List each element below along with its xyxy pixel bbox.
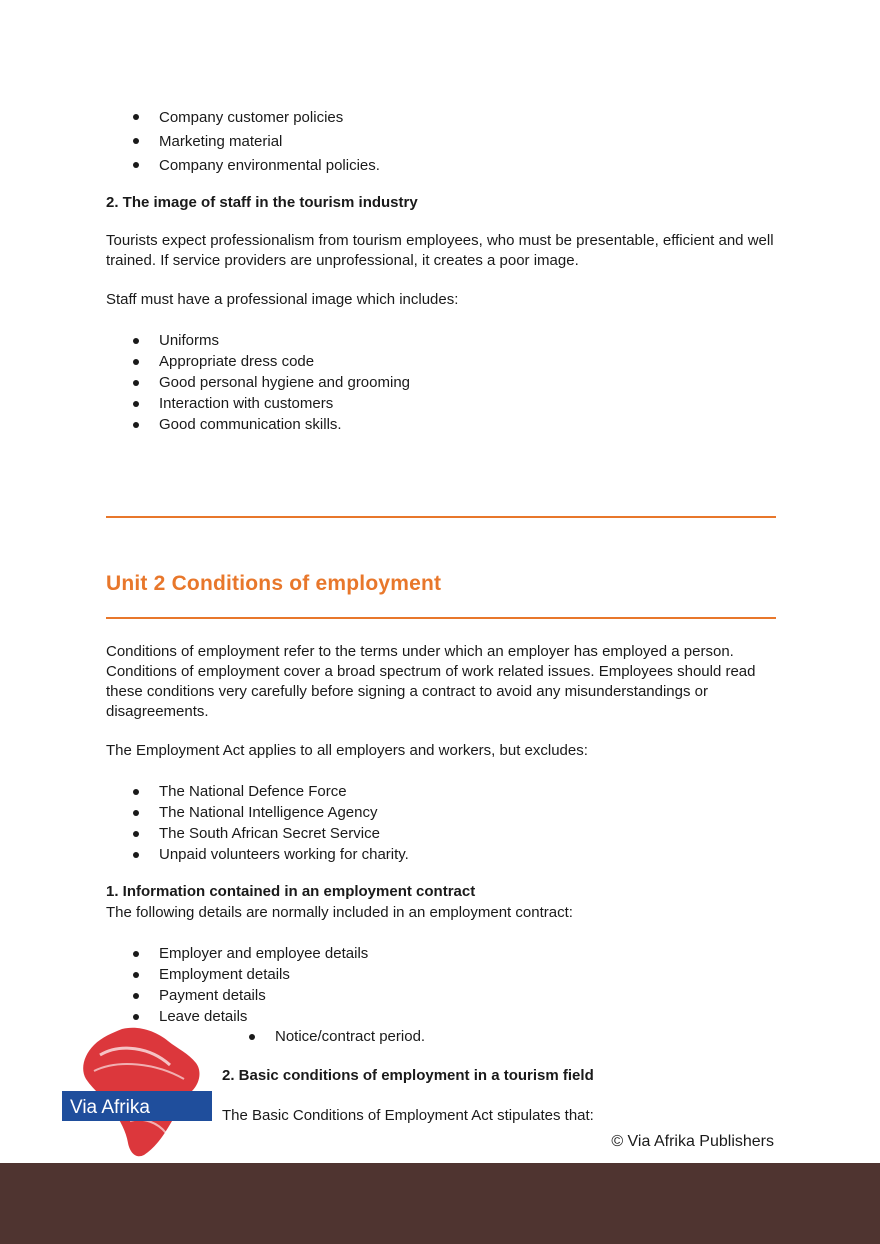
list-item: Interaction with customers — [106, 393, 756, 414]
list-item: The National Intelligence Agency — [106, 802, 756, 823]
list-item: Good personal hygiene and grooming — [106, 372, 756, 393]
logo-text: Via Afrika — [70, 1097, 150, 1118]
list-item: Employer and employee details — [106, 943, 756, 964]
list-item: Employment details — [106, 964, 756, 985]
section-heading-basic-conditions: 2. Basic conditions of employment in a tourism field — [222, 1067, 594, 1084]
copyright-text: © Via Afrika Publishers — [611, 1133, 774, 1150]
list-item: Uniforms — [106, 330, 756, 351]
unit-title: Unit 2 Conditions of employment — [106, 572, 442, 595]
list-item: The National Defence Force — [106, 781, 756, 802]
list-item: Company customer policies — [106, 106, 756, 130]
list-item: Appropriate dress code — [106, 351, 756, 372]
top-bullet-list — [106, 106, 756, 178]
list-item: The South African Secret Service — [106, 823, 756, 844]
indented-list — [222, 1026, 722, 1047]
paragraph-contract-intro: The following details are normally included in an employment contract: — [106, 904, 573, 921]
exclusions-list — [106, 781, 756, 865]
paragraph-professional-image: Staff must have a professional image which includes: — [106, 291, 459, 308]
list-item: Company environmental policies. — [106, 154, 756, 178]
list-item: Good communication skills. — [106, 414, 756, 435]
list-item: Notice/contract period. — [222, 1026, 722, 1047]
paragraph-basic-intro: The Basic Conditions of Employment Act stipulates that: — [222, 1107, 594, 1124]
list-item: Leave details — [106, 1006, 756, 1027]
divider-bottom — [106, 617, 776, 619]
contract-items-list — [106, 943, 756, 1027]
list-item: Marketing material — [106, 130, 756, 154]
staff-image-list — [106, 330, 756, 435]
list-item: Unpaid volunteers working for charity. — [106, 844, 756, 865]
via-afrika-logo — [60, 1025, 214, 1159]
section-heading-contract: 1. Information contained in an employment contract — [106, 883, 476, 900]
section-heading-staff-image: 2. The image of staff in the tourism industry — [106, 194, 418, 211]
list-item: Payment details — [106, 985, 756, 1006]
divider-top — [106, 516, 776, 518]
footer-bar — [0, 1163, 880, 1244]
paragraph-conditions: Conditions of employment refer to the terms under which an employer has employed a person. Conditions of employment cover a broad spectrum of work related issues. Employees should read these conditions very carefully before signing a contract to avoid any misunderstandings or disagreements. — [106, 643, 756, 720]
paragraph-employment-act: The Employment Act applies to all employers and workers, but excludes: — [106, 742, 588, 759]
paragraph-professionalism: Tourists expect professionalism from tourism employees, who must be presentable, efficient and well trained. If service providers are unprofessional, it creates a poor image. — [106, 232, 774, 269]
